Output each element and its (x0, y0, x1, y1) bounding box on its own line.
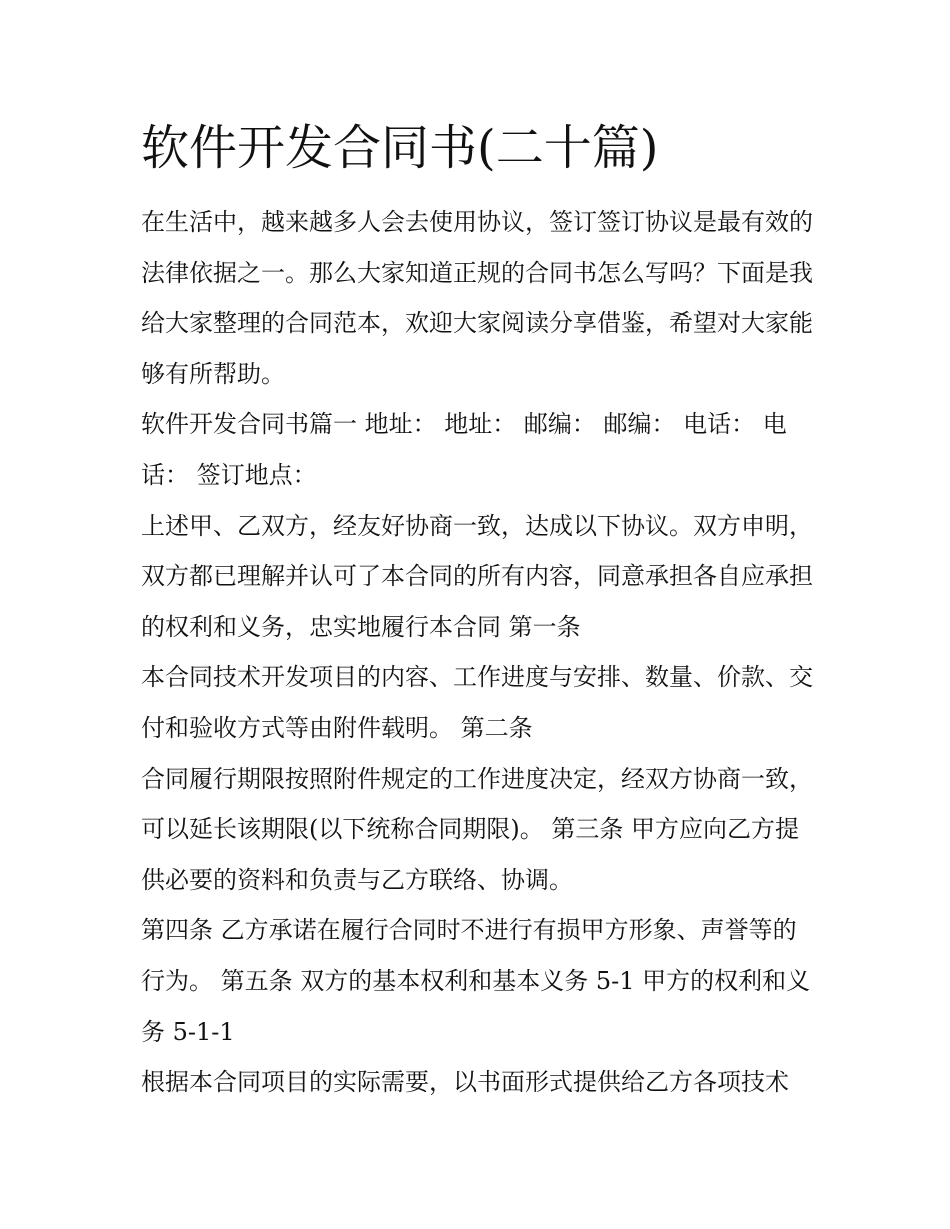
paragraph-intro: 在生活中，越来越多人会去使用协议，签订签订协议是最有效的法律依据之一。那么大家知道正规的合同书怎么写吗？下面是我给大家整理的合同范本，欢迎大家阅读分享借鉴，希望对大家能够有所帮助。 (141, 208, 813, 388)
paragraph-article-2-3: 合同履行期限按照附件规定的工作进度决定，经双方协商一致，可以延长该期限(以下统称合同期限)。 第三条 甲方应向乙方提供必要的资料和负责与乙方联络、协调。 (141, 764, 813, 894)
paragraph-article-1: 本合同技术开发项目的内容、工作进度与安排、数量、价款、交付和验收方式等由附件载明。 第二条 (141, 663, 813, 742)
document-body (141, 197, 813, 1108)
paragraph-article-4-5: 第四条 乙方承诺在履行合同时不进行有损甲方形象、声誉等的行为。 第五条 双方的基本权利和基本义务 5-1 甲方的权利和义务 5-1-1 (141, 916, 811, 1046)
paragraph-agreement-statement: 上述甲、乙双方，经友好协商一致，达成以下协议。双方申明，双方都已理解并认可了本合同的所有内容，同意承担各自应承担的权利和义务，忠实地履行本合同 第一条 (141, 511, 813, 641)
paragraph-contract-parties: 软件开发合同书篇一 地址： 地址： 邮编： 邮编： 电话： 电话： 签订地点： (141, 410, 787, 489)
document-title: 软件开发合同书(二十篇) (141, 120, 659, 176)
paragraph-clause-5-1-1: 根据本合同项目的实际需要，以书面形式提供给乙方各项技术 (141, 1068, 789, 1097)
